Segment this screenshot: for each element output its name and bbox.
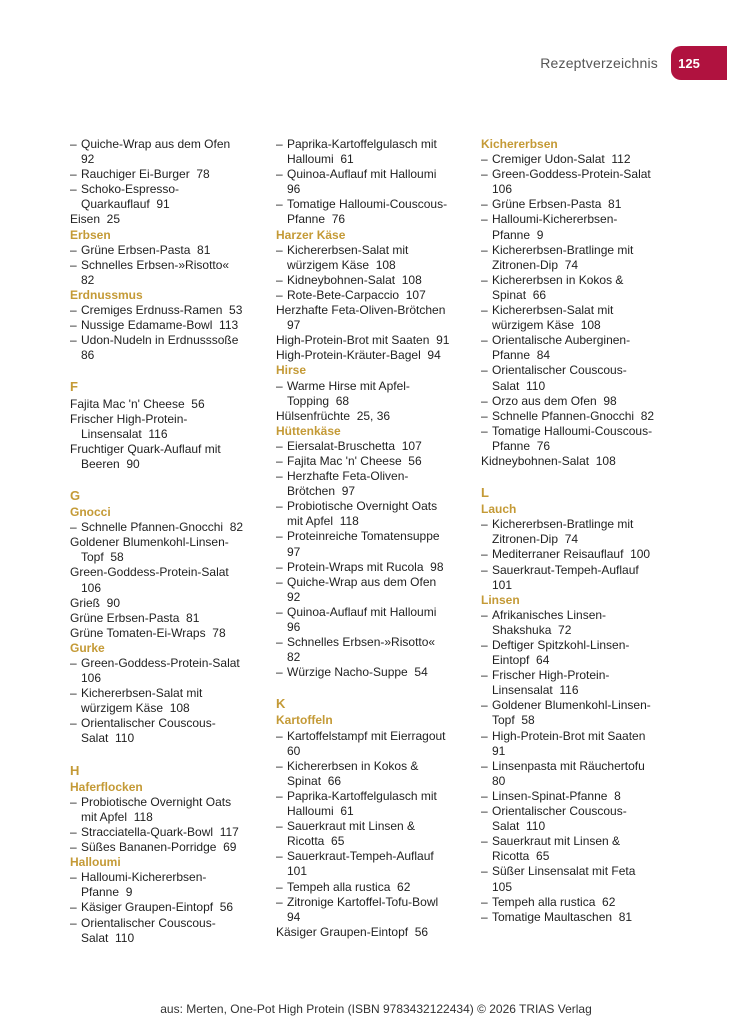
index-subentry: – Frischer High-Protein- — [481, 668, 681, 683]
index-subentry: – Orientalischer Couscous- — [70, 716, 260, 731]
index-subheading: Hüttenkäse — [276, 423, 341, 438]
index-subentry: – Käsiger Graupen-Eintopf 56 — [70, 900, 260, 915]
index-entry: Kidneybohnen-Salat 108 — [481, 453, 616, 468]
index-subheading: Harzer Käse — [276, 227, 346, 242]
index-entry-continuation: Pfanne 76 — [287, 212, 346, 227]
index-letter-heading: F — [70, 379, 78, 395]
index-letter-heading: G — [70, 487, 81, 503]
index-subentry: – Sauerkraut-Tempeh-Auflauf — [481, 563, 681, 578]
index-subentry: – Deftiger Spitzkohl-Linsen- — [481, 638, 681, 653]
index-subentry: – Kichererbsen in Kokos & — [481, 273, 681, 288]
index-subentry: – Tomatige Halloumi-Couscous- — [276, 197, 471, 212]
index-subentry: – Orientalischer Couscous- — [481, 363, 681, 378]
index-subentry: – Goldener Blumenkohl-Linsen- — [481, 698, 681, 713]
index-entry-continuation: Ricotta 65 — [492, 849, 550, 864]
index-column-1 — [70, 137, 260, 946]
index-entry: Fajita Mac 'n' Cheese 56 — [70, 396, 205, 411]
index-subentry: – Mediterraner Reisauflauf 100 — [481, 547, 681, 562]
index-subheading: Gurke — [70, 640, 105, 655]
index-subheading: Gnocci — [70, 505, 111, 520]
index-entry-continuation: mit Apfel 118 — [287, 514, 359, 529]
footer-citation: aus: Merten, One-Pot High Protein (ISBN 9783432122434) © 2026 TRIAS Verlag — [160, 1002, 592, 1016]
index-subentry: – Sauerkraut-Tempeh-Auflauf — [276, 849, 471, 864]
index-entry-continuation: 101 — [287, 864, 308, 879]
index-subentry: – Süßer Linsensalat mit Feta — [481, 864, 681, 879]
page-number-badge: 125 — [671, 46, 707, 80]
index-subentry: – Süßes Bananen-Porridge 69 — [70, 840, 260, 855]
index-subentry: – Quiche-Wrap aus dem Ofen — [70, 137, 260, 152]
index-entry-continuation: 91 — [492, 743, 506, 758]
index-entry-continuation: 101 — [492, 577, 513, 592]
index-subentry: – Orientalischer Couscous- — [481, 804, 681, 819]
index-entry: Grüne Erbsen-Pasta 81 — [70, 610, 200, 625]
index-entry-continuation: Topf 58 — [492, 713, 535, 728]
index-entry-continuation: Linsensalat 116 — [492, 683, 579, 698]
index-entry: Eisen 25 — [70, 212, 121, 227]
index-subentry: – Kichererbsen-Salat mit — [70, 686, 260, 701]
index-subentry: – Tempeh alla rustica 62 — [481, 895, 681, 910]
index-subentry: – Fajita Mac 'n' Cheese 56 — [276, 454, 471, 469]
index-subentry: – Quiche-Wrap aus dem Ofen — [276, 575, 471, 590]
index-subheading: Lauch — [481, 502, 517, 517]
index-entry-continuation: 106 — [81, 580, 102, 595]
index-entry-continuation: Salat 110 — [81, 930, 135, 945]
index-entry-continuation: Ricotta 65 — [287, 834, 345, 849]
index-entry-continuation: würzigem Käse 108 — [287, 257, 396, 272]
index-entry-continuation: 86 — [81, 348, 95, 363]
index-subheading: Haferflocken — [70, 779, 143, 794]
index-subheading: Erdnussmus — [70, 287, 143, 302]
index-subentry: – Würzige Nacho-Suppe 54 — [276, 665, 471, 680]
index-entry-continuation: würzigem Käse 108 — [492, 318, 601, 333]
index-subentry: – High-Protein-Brot mit Saaten — [481, 729, 681, 744]
index-entry-continuation: Pfanne 9 — [492, 227, 544, 242]
index-entry-continuation: Brötchen 97 — [287, 484, 356, 499]
index-subentry: – Kichererbsen-Salat mit — [481, 303, 681, 318]
index-subentry: – Udon-Nudeln in Erdnusssoße — [70, 333, 260, 348]
index-entry-continuation: Shakshuka 72 — [492, 622, 572, 637]
index-entry-continuation: Salat 110 — [492, 819, 546, 834]
index-subentry: – Grüne Erbsen-Pasta 81 — [70, 243, 260, 258]
index-entry-continuation: 94 — [287, 909, 301, 924]
index-entry: High-Protein-Brot mit Saaten 91 — [276, 333, 450, 348]
index-subentry: – Green-Goddess-Protein-Salat — [70, 656, 260, 671]
index-letter-heading: K — [276, 696, 286, 712]
index-subentry: – Schnelle Pfannen-Gnocchi 82 — [481, 409, 681, 424]
index-subentry: – Orientalischer Couscous- — [70, 916, 260, 931]
index-subentry: – Sauerkraut mit Linsen & — [276, 819, 471, 834]
index-entry-continuation: 97 — [287, 544, 301, 559]
index-entry: Grieß 90 — [70, 595, 121, 610]
index-subentry: – Paprika-Kartoffelgulasch mit — [276, 137, 471, 152]
index-subentry: – Quinoa-Auflauf mit Halloumi — [276, 167, 471, 182]
index-subentry: – Quinoa-Auflauf mit Halloumi — [276, 605, 471, 620]
index-subentry: – Halloumi-Kichererbsen- — [70, 870, 260, 885]
index-subentry: – Kidneybohnen-Salat 108 — [276, 273, 471, 288]
index-subentry: – Cremiges Erdnuss-Ramen 53 — [70, 303, 260, 318]
index-entry: Fruchtiger Quark-Auflauf mit — [70, 441, 221, 456]
index-entry: High-Protein-Kräuter-Bagel 94 — [276, 348, 441, 363]
index-subheading: Linsen — [481, 592, 520, 607]
index-subheading: Halloumi — [70, 855, 121, 870]
index-entry: Hülsenfrüchte 25, 36 — [276, 408, 391, 423]
index-entry-continuation: würzigem Käse 108 — [81, 701, 190, 716]
index-subentry: – Herzhafte Feta-Oliven- — [276, 469, 471, 484]
index-entry-continuation: Zitronen-Dip 74 — [492, 257, 579, 272]
index-entry-continuation: 106 — [81, 671, 102, 686]
index-column-3 — [481, 137, 681, 925]
index-entry-continuation: Halloumi 61 — [287, 804, 354, 819]
index-entry: Frischer High-Protein- — [70, 411, 188, 426]
index-entry-continuation: 97 — [287, 318, 301, 333]
index-subentry: – Protein-Wraps mit Rucola 98 — [276, 560, 471, 575]
index-subentry: – Tomatige Maultaschen 81 — [481, 910, 681, 925]
index-subheading: Hirse — [276, 363, 307, 378]
index-subentry: – Orientalische Auberginen- — [481, 333, 681, 348]
index-subentry: – Schnelles Erbsen-»Risotto« — [70, 258, 260, 273]
index-letter-heading: L — [481, 485, 489, 501]
index-entry-continuation: Spinat 66 — [287, 773, 342, 788]
index-entry-continuation: 92 — [81, 152, 95, 167]
index-entry-continuation: 80 — [492, 773, 506, 788]
index-entry-continuation: Pfanne 9 — [81, 885, 133, 900]
index-entry-continuation: Zitronen-Dip 74 — [492, 532, 579, 547]
index-entry: Herzhafte Feta-Oliven-Brötchen — [276, 303, 446, 318]
index-letter-heading: H — [70, 762, 80, 778]
index-subentry: – Probiotische Overnight Oats — [276, 499, 471, 514]
index-entry: Goldener Blumenkohl-Linsen- — [70, 535, 229, 550]
index-entry-continuation: Eintopf 64 — [492, 653, 550, 668]
index-subentry: – Rauchiger Ei-Burger 78 — [70, 167, 260, 182]
index-subheading: Kartoffeln — [276, 713, 333, 728]
index-subentry: – Linsen-Spinat-Pfanne 8 — [481, 789, 681, 804]
index-subentry: – Orzo aus dem Ofen 98 — [481, 394, 681, 409]
index-entry-continuation: 96 — [287, 620, 301, 634]
index-entry-continuation: 82 — [287, 650, 301, 665]
index-subentry: – Cremiger Udon-Salat 112 — [481, 152, 681, 167]
index-subentry: – Schoko-Espresso- — [70, 182, 260, 197]
index-subentry: – Kichererbsen-Salat mit — [276, 243, 471, 258]
index-subentry: – Grüne Erbsen-Pasta 81 — [481, 197, 681, 212]
index-entry: Green-Goddess-Protein-Salat — [70, 565, 229, 580]
index-entry-continuation: Pfanne 76 — [492, 438, 551, 453]
index-subentry: – Tomatige Halloumi-Couscous- — [481, 424, 681, 439]
index-subentry: – Sauerkraut mit Linsen & — [481, 834, 681, 849]
index-column-2 — [276, 137, 471, 940]
index-entry-continuation: Salat 110 — [492, 378, 546, 393]
index-subentry: – Proteinreiche Tomatensuppe — [276, 529, 471, 544]
index-subentry: – Nussige Edamame-Bowl 113 — [70, 318, 260, 333]
index-subentry: – Warme Hirse mit Apfel- — [276, 379, 471, 394]
index-subentry: – Schnelles Erbsen-»Risotto« — [276, 635, 471, 650]
index-subentry: – Tempeh alla rustica 62 — [276, 880, 471, 895]
index-entry-continuation: 96 — [287, 182, 301, 197]
index-entry-continuation: Quarkauflauf 91 — [81, 197, 170, 212]
index-subentry: – Halloumi-Kichererbsen- — [481, 212, 681, 227]
index-entry-continuation: Pfanne 84 — [492, 348, 551, 363]
index-entry-continuation: mit Apfel 118 — [81, 809, 153, 824]
index-subentry: – Zitronige Kartoffel-Tofu-Bowl — [276, 895, 471, 910]
index-entry: Grüne Tomaten-Ei-Wraps 78 — [70, 625, 226, 640]
index-subentry: – Kichererbsen-Bratlinge mit — [481, 517, 681, 532]
index-subentry: – Green-Goddess-Protein-Salat — [481, 167, 681, 182]
index-subentry: – Rote-Bete-Carpaccio 107 — [276, 288, 471, 303]
index-subentry: – Afrikanisches Linsen- — [481, 608, 681, 623]
index-entry-continuation: 92 — [287, 589, 301, 604]
index-entry-continuation: Linsensalat 116 — [81, 426, 168, 441]
index-subentry: – Probiotische Overnight Oats — [70, 795, 260, 810]
index-entry-continuation: 60 — [287, 743, 301, 758]
index-subentry: – Paprika-Kartoffelgulasch mit — [276, 789, 471, 804]
index-entry-continuation: Halloumi 61 — [287, 152, 354, 167]
index-subentry: – Kartoffelstampf mit Eierragout — [276, 729, 471, 744]
index-subentry: – Kichererbsen-Bratlinge mit — [481, 243, 681, 258]
index-subentry: – Kichererbsen in Kokos & — [276, 759, 471, 774]
index-entry-continuation: Topf 58 — [81, 550, 124, 565]
index-entry-continuation: 82 — [81, 272, 95, 287]
index-subentry: – Stracciatella-Quark-Bowl 117 — [70, 825, 260, 840]
index-entry-continuation: 105 — [492, 879, 513, 894]
index-subentry: – Schnelle Pfannen-Gnocchi 82 — [70, 520, 260, 535]
index-subentry: – Linsenpasta mit Räuchertofu — [481, 759, 681, 774]
index-entry-continuation: Salat 110 — [81, 731, 135, 746]
index-entry: Käsiger Graupen-Eintopf 56 — [276, 924, 429, 939]
index-entry-continuation: Beeren 90 — [81, 456, 140, 471]
index-entry-continuation: 106 — [492, 182, 513, 197]
section-title: Rezeptverzeichnis — [540, 55, 658, 71]
index-subheading: Erbsen — [70, 227, 111, 242]
index-subentry: – Eiersalat-Bruschetta 107 — [276, 439, 471, 454]
index-entry-continuation: Topping 68 — [287, 393, 350, 408]
index-entry-continuation: Spinat 66 — [492, 287, 547, 302]
index-subheading: Kichererbsen — [481, 137, 558, 151]
